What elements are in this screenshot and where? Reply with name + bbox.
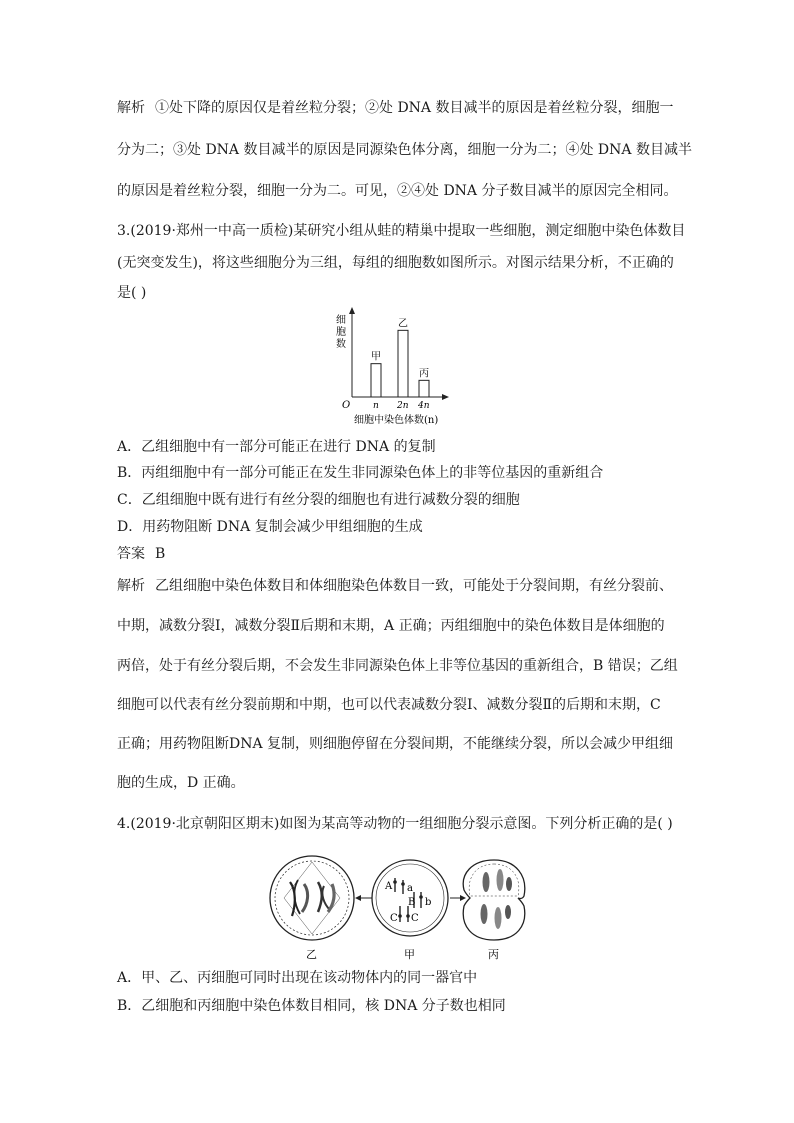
x-tick-label: n <box>373 401 379 411</box>
explanation-1-line-3: 的原因是着丝粒分裂，细胞一分为二。可见，②④处 DNA 分子数目减半的原因完全相同。 <box>117 183 678 199</box>
question-3-explanation-line-3: 两倍，处于有丝分裂后期，不会发生非同源染色体上非等位基因的重新组合，B 错误；乙组 <box>117 658 678 674</box>
explanation-text: 乙组细胞中染色体数目和体细胞染色体数目一致，可能处于分裂间期，有丝分裂前、 <box>155 578 673 594</box>
question-4-option-a: A．甲、乙、丙细胞可同时出现在该动物体内的同一器官中 <box>117 970 478 986</box>
gene-label-a-upper: A <box>385 881 393 892</box>
x-tick-label: 4n <box>418 401 430 411</box>
question-3-explanation-line-4: 细胞可以代表有丝分裂前期和中期，也可以代表减数分裂Ⅰ、减数分裂Ⅱ的后期和末期，C <box>117 697 661 713</box>
cell-yi-drawing <box>270 856 354 940</box>
explanation-1-line-2: 分为二；③处 DNA 数目减半的原因是同源染色体分离，细胞一分为二；④处 DNA 数目减半 <box>117 142 692 158</box>
gene-label-c-right: C <box>411 913 419 924</box>
y-axis-label-char: 数 <box>336 339 346 350</box>
explanation-label: 解析 <box>117 100 145 116</box>
x-axis-arrow <box>442 394 449 400</box>
bar-label-4n: 丙 <box>419 368 429 380</box>
cell-bing-drawing <box>463 860 525 940</box>
bar-4n <box>419 380 429 397</box>
question-4-stem: 4.(2019·北京朝阳区期末)如图为某高等动物的一组细胞分裂示意图。下列分析正确的是( ) <box>117 816 673 832</box>
question-3-explanation-line-6: 胞的生成，D 正确。 <box>117 775 245 791</box>
cell-label-jia: 甲 <box>404 948 415 961</box>
explanation-1-line-1 <box>117 98 673 118</box>
origin-label: O <box>342 400 351 411</box>
question-4-option-b: B．乙细胞和丙细胞中染色体数目相同，核 DNA 分子数也相同 <box>117 998 506 1014</box>
gene-label-b-upper: B <box>408 897 416 908</box>
explanation-label: 解析 <box>117 578 145 594</box>
answer-value: B <box>155 546 166 562</box>
bar-label-n: 甲 <box>371 351 381 363</box>
question-3-stem-line-2: (无突变发生)，将这些细胞分为三组，每组的细胞数如图所示。对图示结果分析，不正确的 <box>117 255 674 271</box>
question-3-stem-line-3: 是( ) <box>117 285 147 301</box>
question-3-option-b: B．丙组细胞中有一部分可能正在发生非同源染色体上的非等位基因的重新组合 <box>117 465 604 481</box>
y-axis-label-char: 细 <box>336 315 346 326</box>
question-3-option-a: A．乙组细胞中有一部分可能正在进行 DNA 的复制 <box>117 439 436 455</box>
question-3-explanation-line-2: 中期，减数分裂Ⅰ，减数分裂Ⅱ后期和末期，A 正确；丙组细胞中的染色体数目是体细胞的 <box>117 618 665 634</box>
chromosome-count-bar-chart <box>330 305 470 431</box>
question-3-option-d: D．用药物阻断 DNA 复制会减少甲组细胞的生成 <box>117 519 423 535</box>
cell-label-yi: 乙 <box>306 948 317 961</box>
gene-label-b-lower: b <box>425 897 432 908</box>
gene-label-c-left: C <box>390 913 398 924</box>
cell-division-figure <box>262 846 532 964</box>
answer-label: 答案 <box>117 546 145 562</box>
bar-label-2n: 乙 <box>398 318 408 330</box>
question-3-explanation-line-1 <box>117 576 673 596</box>
question-3-option-c: C．乙组细胞中既有进行有丝分裂的细胞也有进行减数分裂的细胞 <box>117 492 520 508</box>
cell-label-bing: 丙 <box>488 948 499 961</box>
question-3-explanation-line-5: 正确；用药物阻断DNA 复制，则细胞停留在分裂间期，不能继续分裂，所以会减少甲组细 <box>117 736 674 752</box>
x-axis-label: 细胞中染色体数(n) <box>354 415 439 426</box>
x-tick-label: 2n <box>397 401 409 411</box>
explanation-text: ①处下降的原因仅是着丝粒分裂；②处 DNA 数目减半的原因是着丝粒分裂，细胞一 <box>155 100 674 116</box>
bar-n <box>371 364 381 397</box>
gene-label-a-lower: a <box>407 883 413 894</box>
y-axis-label-char: 胞 <box>336 327 346 338</box>
bar-2n <box>398 330 408 397</box>
y-axis-arrow <box>349 307 355 314</box>
question-3-stem-line-1: 3.(2019·郑州一中高一质检)某研究小组从蛙的精巢中提取一些细胞，测定细胞中染色体数目 <box>117 223 686 239</box>
question-3-answer <box>117 544 165 564</box>
cell-jia-drawing <box>372 860 448 936</box>
